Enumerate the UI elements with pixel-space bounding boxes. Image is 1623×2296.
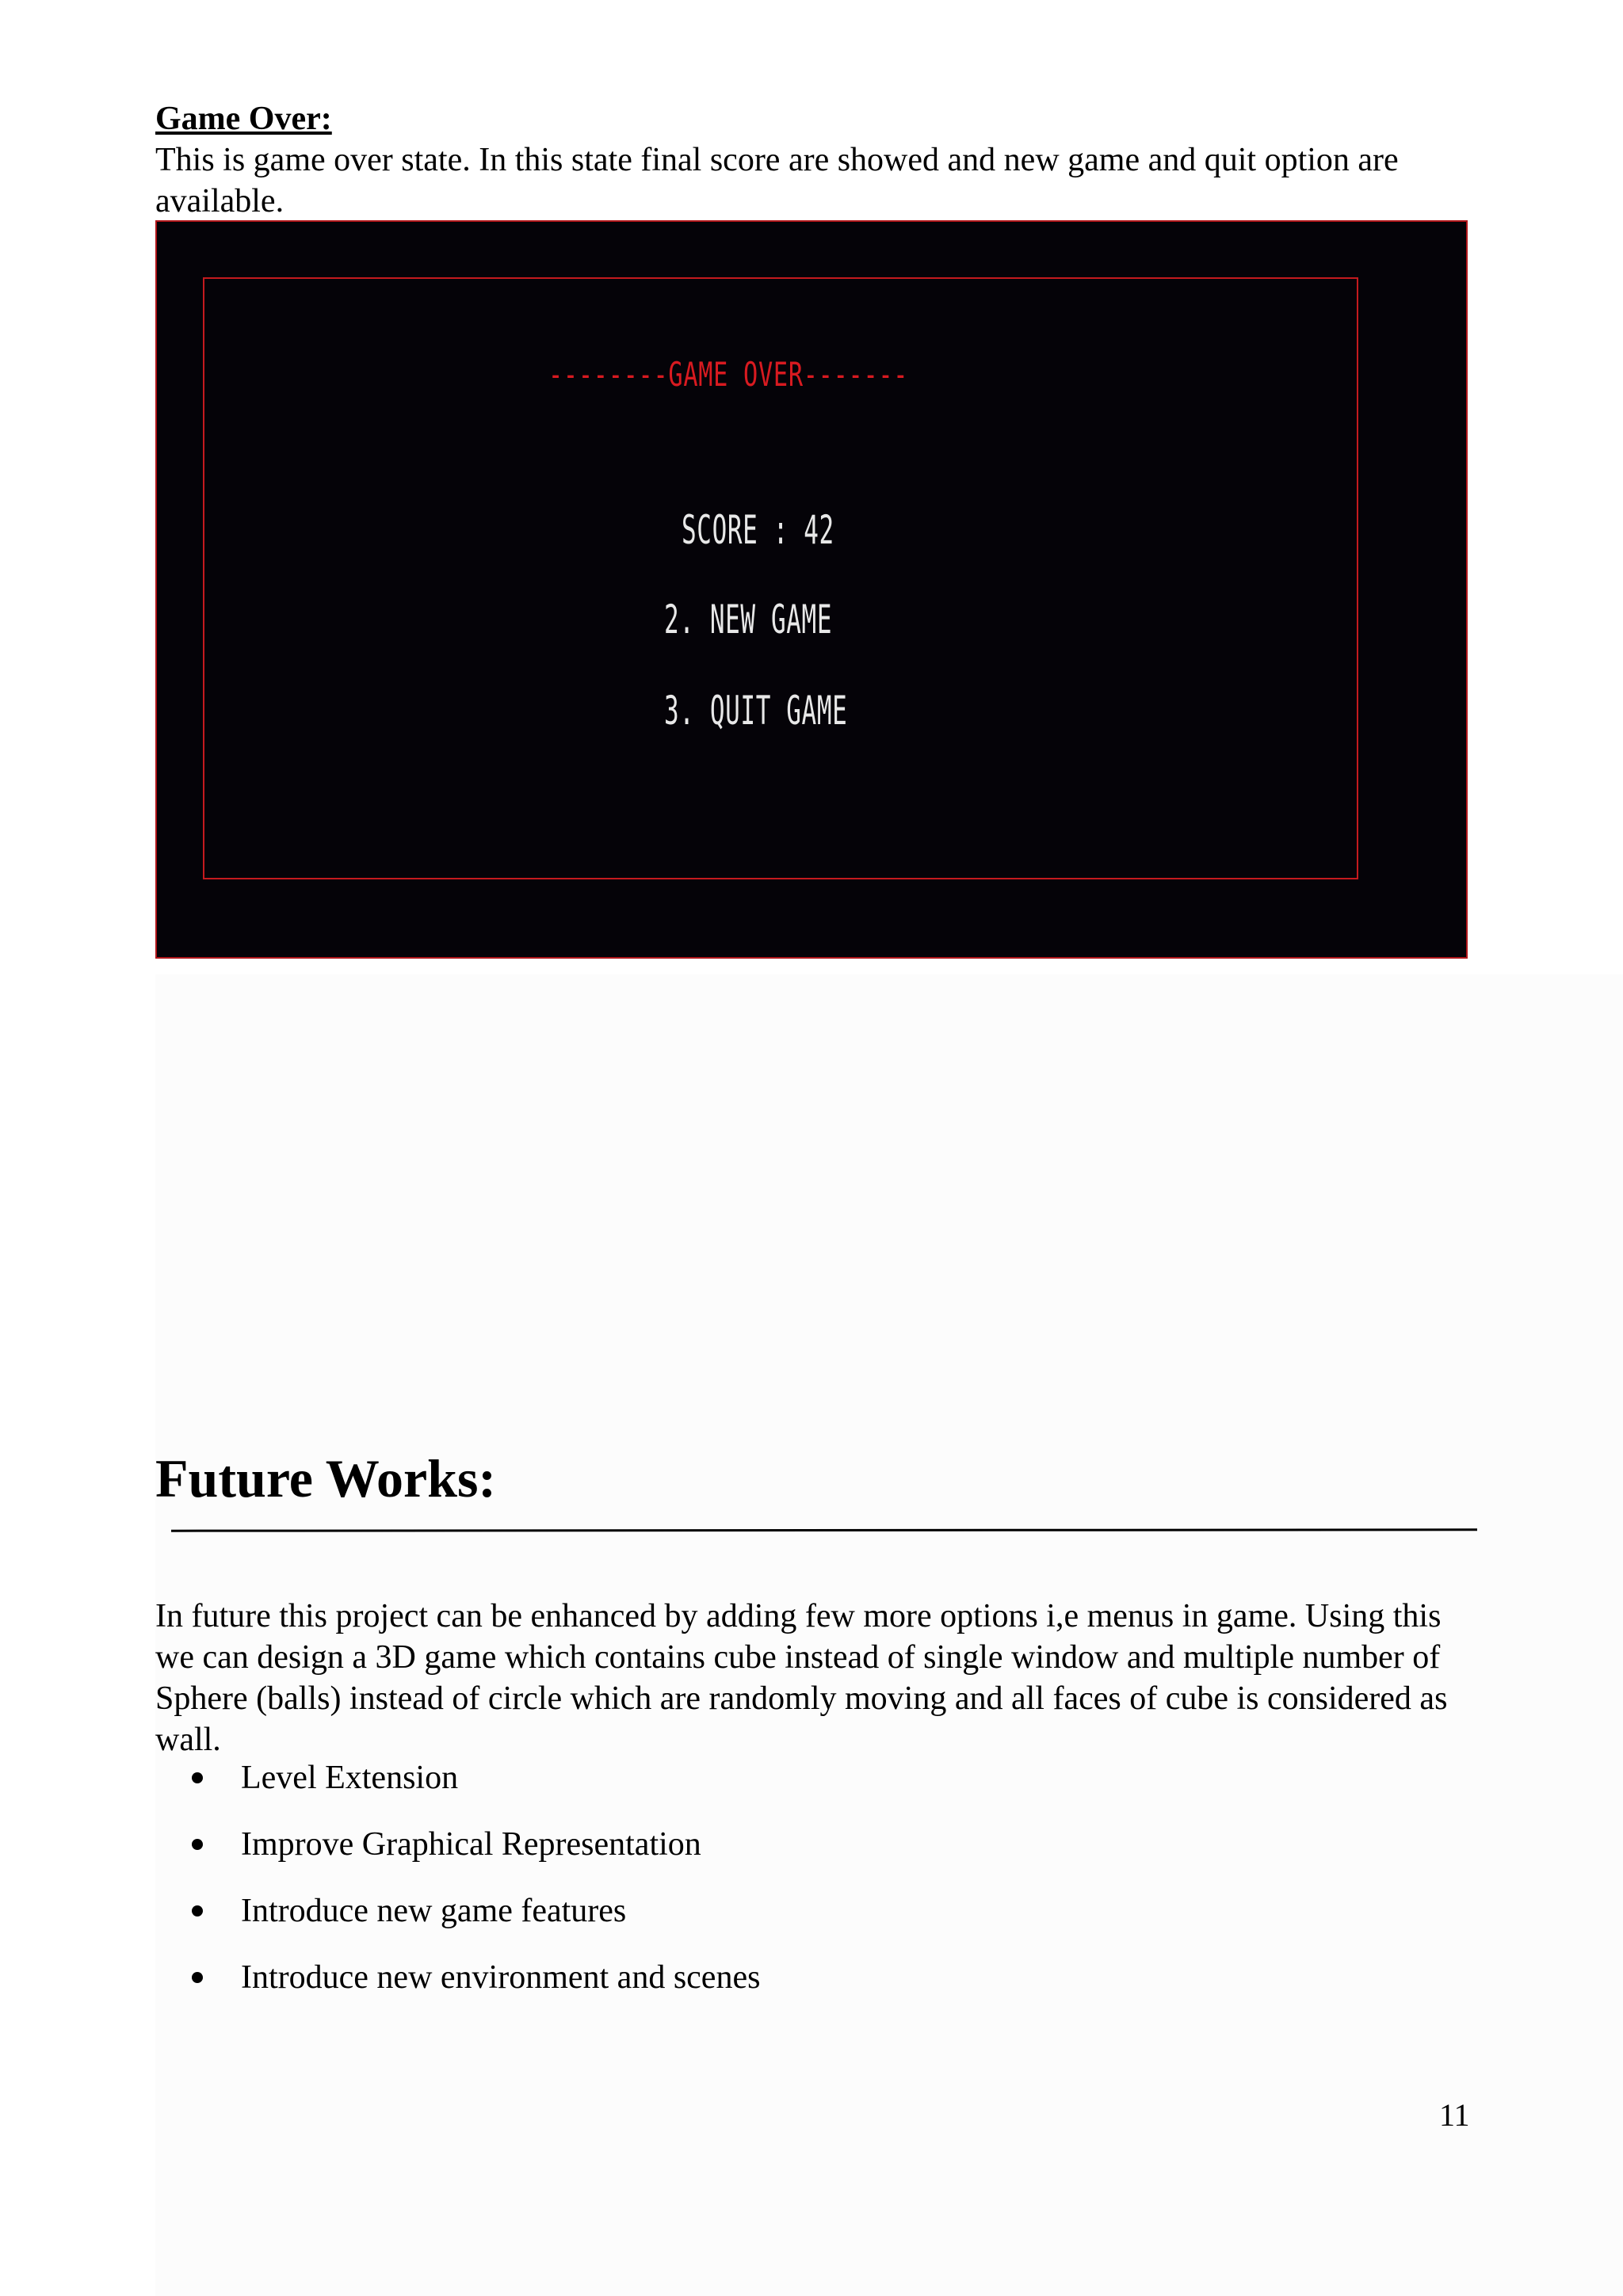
final-score-label: SCORE : 42 (682, 507, 834, 553)
quit-game-option: 3. QUIT GAME (664, 688, 848, 734)
list-item-label: Introduce new environment and scenes (241, 1959, 761, 1996)
bullet-icon (192, 1772, 203, 1783)
game-over-banner: --------GAME OVER------- (548, 355, 909, 394)
game-over-title: Game Over: (155, 101, 332, 137)
future-works-heading: Future Works: (155, 1448, 497, 1508)
bullet-icon (192, 1972, 203, 1983)
list-item-label: Introduce new game features (241, 1893, 627, 1929)
list-item-label: Improve Graphical Representation (241, 1826, 701, 1863)
bullet-icon (192, 1905, 203, 1917)
new-game-option: 2. NEW GAME (664, 597, 833, 643)
game-over-screenshot (155, 220, 1468, 959)
list-item-label: Level Extension (241, 1760, 459, 1796)
bullet-icon (192, 1839, 203, 1850)
future-works-paragraph: In future this project can be enhanced by adding few more options i,e menus in game. Using this we can design a 3D game which contains cube instead of single window and multiple number of Sphere (balls) instead of circle which are randomly moving and all faces of cube is considered as wall. (155, 1598, 1448, 1758)
page-number: 11 (1439, 2097, 1470, 2133)
game-over-description: This is game over state. In this state final score are showed and new game and quit option are available. (155, 142, 1399, 219)
